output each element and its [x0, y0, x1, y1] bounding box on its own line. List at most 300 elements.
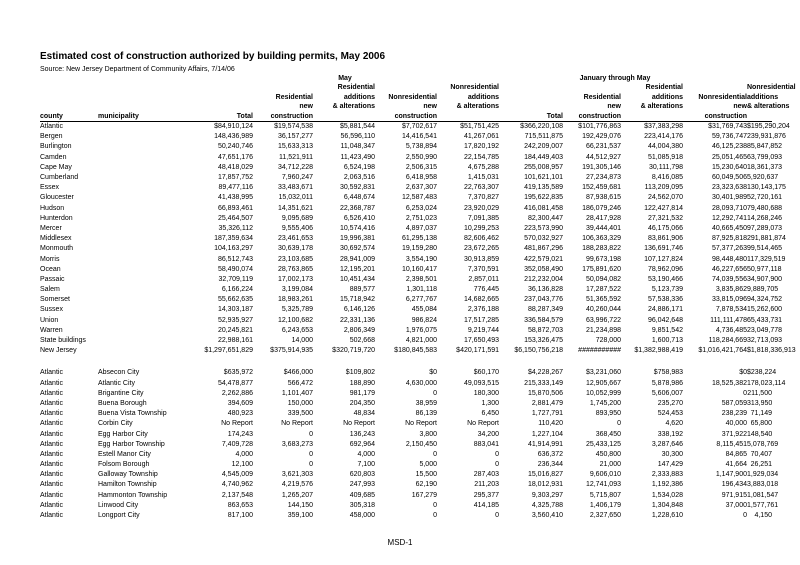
cell-nonres_add: 17,820,192 — [463, 143, 499, 151]
cell-ytd_nonres_new: 41,664 — [725, 461, 747, 469]
cell-county: Gloucester — [40, 194, 74, 202]
cell-nonres_new: 6,253,024 — [405, 204, 437, 212]
cell-ytd_total: 212,232,004 — [524, 275, 563, 283]
column-header-nonres_new: Nonresidential — [388, 93, 437, 101]
cell-ytd_total: 4,325,788 — [531, 501, 563, 509]
cell-ytd_nonres_add: $238,224 — [747, 369, 777, 377]
cell-nonres_add: 7,370,591 — [467, 265, 499, 273]
column-header-county — [40, 93, 98, 103]
cell-ytd_nonres_new: 238,239 — [721, 410, 747, 418]
cell-ytd_nonres_add: 32,713,093 — [747, 337, 783, 345]
column-header-ytd_nonres_add: & alterations — [747, 103, 790, 110]
cell-ytd_nonres_add: 5,920,637 — [747, 174, 779, 182]
municipality-row — [40, 409, 772, 419]
cell-nonres_add: 0 — [495, 450, 499, 458]
county-row — [40, 265, 772, 275]
municipality-row — [40, 399, 772, 409]
cell-ytd_nonres_add: 239,931,876 — [747, 133, 786, 141]
cell-ytd_total: 1,227,104 — [531, 430, 563, 438]
cell-ytd_nonres_new: 46,227,656 — [711, 265, 747, 273]
cell-county: Hunterdon — [40, 214, 73, 222]
column-header-ytd_total — [499, 102, 563, 112]
cell-nonres_add: 414,185 — [473, 501, 499, 509]
cell-total: 55,662,635 — [217, 296, 253, 304]
cell-municipality — [98, 224, 198, 234]
cell-res_add: 692,964 — [349, 440, 375, 448]
cell-ytd_res_add: 1,192,386 — [651, 481, 683, 489]
cell-res_new: 28,763,865 — [277, 265, 313, 273]
cell-ytd_res_new: 186,079,246 — [582, 204, 621, 212]
cell-nonres_new: 3,554,190 — [405, 255, 437, 263]
cell-res_new: 1,265,207 — [281, 491, 313, 499]
cell-ytd_res_new: 39,444,401 — [585, 224, 621, 232]
cell-nonres_new: $0 — [429, 369, 437, 377]
cell-ytd_res_new: 9,606,010 — [589, 471, 621, 479]
cell-ytd_total: 9,303,297 — [531, 491, 563, 499]
cell-ytd_res_add: 30,300 — [661, 450, 683, 458]
column-header-county: county — [40, 112, 98, 122]
cell-county: Burlington — [40, 143, 72, 151]
cell-res_new: 11,521,911 — [279, 153, 313, 161]
cell-ytd_res_add: 53,190,466 — [647, 275, 683, 283]
cell-res_new: 150,000 — [287, 399, 313, 407]
cell-nonres_add: 287,403 — [473, 471, 499, 479]
cell-nonres_add: 0 — [495, 461, 499, 469]
column-header-ytd_total: Total — [499, 112, 563, 122]
column-header-ytd_nonres_add: Nonresidential — [747, 84, 796, 91]
cell-ytd_res_add: 24,562,070 — [647, 194, 683, 202]
cell-ytd_res_add: 5,878,986 — [651, 379, 683, 387]
cell-ytd_nonres_new: 87,925,818 — [711, 235, 747, 243]
cell-res_add: 15,718,942 — [339, 296, 375, 304]
cell-ytd_nonres_new: 23,323,638 — [711, 184, 747, 192]
report-source: Source: New Jersey Department of Community Affairs, 7/14/06 — [40, 66, 235, 73]
cell-county: Atlantic — [40, 430, 63, 438]
cell-res_add: $5,881,544 — [339, 123, 375, 131]
cell-nonres_new: $180,845,583 — [394, 347, 437, 355]
cell-ytd_res_new: 0 — [617, 420, 621, 428]
cell-total: 12,100 — [231, 461, 253, 469]
cell-ytd_nonres_add: 14,268,246 — [747, 214, 783, 222]
column-header-ytd_res_new: construction — [563, 112, 621, 122]
cell-nonres_add: 41,267,061 — [463, 133, 499, 141]
cell-municipality — [98, 214, 198, 224]
cell-nonres_add: 10,299,253 — [463, 224, 499, 232]
cell-ytd_total: 419,135,589 — [524, 184, 563, 192]
report-title: Estimated cost of construction authorized by building permits, May 2006 — [40, 51, 386, 62]
header-row — [40, 112, 772, 122]
cell-res_new: 9,095,689 — [281, 214, 313, 222]
cell-county: Bergen — [40, 133, 63, 141]
cell-ytd_total: $6,150,756,218 — [514, 347, 563, 355]
cell-nonres_add: 6,450 — [481, 410, 499, 418]
cell-total: 17,857,752 — [217, 174, 253, 182]
cell-municipality — [98, 173, 198, 183]
cell-ytd_nonres_new: 18,525,382 — [711, 379, 747, 387]
cell-nonres_new: 4,897,037 — [405, 224, 437, 232]
cell-county: Atlantic — [40, 481, 63, 489]
cell-nonres_new: 0 — [433, 501, 437, 509]
cell-municipality — [98, 265, 198, 275]
cell-res_new: 12,100,682 — [277, 316, 313, 324]
cell-res_add: 19,996,381 — [339, 235, 375, 243]
cell-nonres_new: 2,637,307 — [405, 184, 437, 192]
column-header-municipality: municipality — [98, 112, 198, 122]
column-header-ytd_res_new — [563, 83, 621, 93]
cell-ytd_nonres_add: 26,251 — [750, 461, 772, 469]
cell-county: Atlantic — [40, 123, 63, 131]
column-header-nonres_add — [437, 112, 499, 122]
cell-ytd_nonres_add: 4,150 — [754, 512, 772, 520]
cell-res_add: 30,592,831 — [339, 184, 375, 192]
cell-ytd_total: 336,584,579 — [524, 316, 563, 324]
cell-nonres_add: 7,370,827 — [467, 194, 499, 202]
cell-ytd_nonres_new: 371,922 — [721, 430, 747, 438]
cell-ytd_res_add: 27,321,532 — [647, 214, 683, 222]
cell-ytd_total: 184,449,403 — [524, 153, 563, 161]
cell-ytd_nonres_new: 0 — [743, 389, 747, 397]
cell-nonres_add: No Report — [467, 420, 499, 428]
column-header-nonres_add: & alterations — [456, 103, 499, 110]
county-row — [40, 214, 772, 224]
cell-ytd_res_new: 66,231,537 — [585, 143, 621, 151]
column-header-total — [198, 93, 253, 103]
cell-nonres_new: 5,000 — [419, 461, 437, 469]
cell-ytd_nonres_new: 59,736,747 — [711, 133, 747, 141]
cell-nonres_add: 14,682,665 — [463, 296, 499, 304]
cell-ytd_res_new: $101,776,863 — [578, 123, 621, 131]
cell-res_new: $19,574,538 — [274, 123, 313, 131]
column-header-ytd_res_add: & alterations — [640, 103, 683, 110]
cell-total: 89,477,116 — [218, 184, 253, 192]
cell-res_add: 247,993 — [349, 481, 375, 489]
cell-res_new: $466,000 — [283, 369, 313, 377]
cell-municipality — [98, 163, 198, 173]
cell-total: 148,436,989 — [214, 133, 253, 141]
cell-total: 25,464,507 — [217, 214, 253, 222]
cell-ytd_res_new: 44,512,927 — [585, 153, 621, 161]
cell-ytd_total: $366,220,108 — [520, 123, 563, 131]
column-header-nonres_new: new — [423, 103, 437, 110]
cell-res_new: 6,243,653 — [281, 326, 313, 334]
cell-municipality: Atlantic City — [98, 379, 135, 387]
cell-nonres_new: 6,418,958 — [405, 174, 437, 182]
county-row — [40, 224, 772, 234]
municipality-row — [40, 429, 772, 439]
cell-ytd_nonres_add: $1,818,336,913 — [747, 347, 796, 355]
cell-res_add: 7,100 — [357, 461, 375, 469]
column-header-total — [198, 102, 253, 112]
cell-county: Atlantic — [40, 471, 63, 479]
cell-ytd_nonres_add: 65,433,731 — [747, 316, 783, 324]
column-header-nonres_add: Nonresidential — [450, 84, 499, 91]
cell-ytd_nonres_new: $31,769,743 — [708, 123, 747, 131]
cell-res_add: 458,000 — [349, 512, 375, 520]
cell-ytd_res_add: 78,962,096 — [647, 265, 683, 273]
cell-ytd_res_new: 152,459,681 — [582, 184, 621, 192]
cell-ytd_res_add: 338,192 — [657, 430, 683, 438]
cell-res_new: 3,621,303 — [281, 471, 313, 479]
cell-res_new: 33,483,671 — [277, 184, 313, 192]
cell-nonres_new: 1,976,075 — [405, 326, 437, 334]
cell-total: 817,100 — [227, 512, 253, 520]
cell-nonres_new: 2,506,315 — [405, 163, 437, 171]
cell-total: 480,923 — [227, 410, 253, 418]
cell-ytd_total: 15,016,827 — [527, 471, 563, 479]
cell-ytd_total: 88,287,349 — [527, 306, 563, 314]
cell-ytd_nonres_new: 40,000 — [725, 420, 747, 428]
cell-municipality — [98, 285, 198, 295]
cell-ytd_res_new: ########### — [578, 347, 621, 355]
cell-res_add: 502,668 — [349, 337, 375, 345]
cell-nonres_add: $60,170 — [473, 369, 499, 377]
cell-ytd_nonres_new: $1,016,421,764 — [698, 347, 747, 355]
cell-county: Somerset — [40, 296, 70, 304]
column-header-total — [198, 83, 253, 93]
cell-nonres_add: 34,200 — [477, 430, 499, 438]
cell-municipality — [98, 244, 198, 254]
cell-ytd_nonres_add: 313,950 — [747, 399, 773, 407]
cell-nonres_new: 14,416,541 — [401, 133, 437, 141]
cell-ytd_res_new: 63,996,722 — [585, 316, 621, 324]
cell-ytd_nonres_add: 70,407 — [750, 450, 772, 458]
cell-res_new: 4,219,576 — [281, 481, 313, 489]
cell-ytd_nonres_add: 148,540 — [747, 430, 773, 438]
cell-municipality — [98, 346, 198, 356]
cell-ytd_res_new: 28,417,928 — [585, 214, 621, 222]
county-row — [40, 305, 772, 315]
municipality-row — [40, 389, 772, 399]
cell-res_add: 11,048,347 — [340, 143, 375, 151]
cell-res_add: $109,802 — [345, 369, 375, 377]
column-header-res_new: new — [299, 103, 313, 110]
cell-ytd_nonres_add: 18,361,373 — [747, 163, 783, 171]
cell-municipality — [98, 326, 198, 336]
cell-ytd_res_add: 30,111,798 — [649, 163, 683, 171]
cell-ytd_res_new: 50,094,082 — [585, 275, 621, 283]
column-header-nonres_new: construction — [375, 112, 437, 122]
cell-res_add: 620,803 — [349, 471, 375, 479]
cell-ytd_total: 41,914,991 — [527, 440, 563, 448]
cell-county: Atlantic — [40, 491, 63, 499]
cell-res_add: 6,524,198 — [343, 163, 375, 171]
column-header-ytd_nonres_new: construction — [683, 112, 747, 122]
cell-res_new: No Report — [281, 420, 313, 428]
cell-ytd_total: $4,228,267 — [527, 369, 563, 377]
cell-nonres_add: 180,300 — [473, 389, 499, 397]
cell-county: Atlantic — [40, 440, 63, 448]
cell-total: 4,545,009 — [221, 471, 253, 479]
column-header-municipality — [98, 102, 198, 112]
cell-ytd_nonres_add: 1,929,034 — [747, 471, 779, 479]
cell-ytd_res_add: 9,851,542 — [651, 326, 683, 334]
cell-ytd_res_add: 113,209,095 — [644, 184, 683, 192]
cell-county: Warren — [40, 326, 63, 334]
municipality-row — [40, 491, 772, 501]
cell-ytd_res_add: 235,270 — [657, 399, 683, 407]
cell-ytd_res_new: 450,800 — [595, 450, 621, 458]
cell-ytd_total: 2,881,479 — [531, 399, 563, 407]
cell-county: Essex — [40, 184, 60, 192]
cell-ytd_res_add: 1,228,610 — [651, 512, 683, 520]
cell-res_new: 7,960,247 — [281, 174, 313, 182]
cell-ytd_res_add: $37,383,298 — [644, 123, 683, 131]
cell-nonres_add: 211,203 — [474, 481, 499, 489]
cell-municipality — [98, 275, 198, 285]
cell-res_new: 144,150 — [287, 501, 313, 509]
cell-ytd_res_add: 57,538,336 — [647, 296, 683, 304]
cell-municipality: Galloway Township — [98, 471, 158, 479]
cell-municipality — [98, 122, 198, 133]
column-header-municipality — [98, 93, 198, 103]
column-header-ytd_res_add: Residential — [645, 84, 683, 91]
cell-ytd_nonres_add: 291,881,874 — [747, 235, 786, 243]
cell-nonres_add: 82,606,462 — [463, 235, 499, 243]
cell-ytd_total: 255,008,957 — [524, 163, 563, 171]
cell-res_new: 0 — [309, 461, 313, 469]
column-header-municipality — [98, 83, 198, 93]
cell-nonres_add: 776,445 — [473, 286, 499, 294]
cell-ytd_res_new: 192,429,076 — [582, 133, 621, 141]
cell-nonres_add: 23,672,265 — [463, 245, 499, 253]
cell-ytd_res_add: 122,427,814 — [644, 204, 683, 212]
cell-ytd_res_new: 175,891,620 — [582, 265, 621, 273]
cell-ytd_nonres_new: 46,125,238 — [711, 143, 747, 151]
table-body — [40, 122, 796, 522]
cell-nonres_add: 17,650,493 — [463, 337, 499, 345]
cell-nonres_add: $420,171,591 — [456, 347, 499, 355]
cell-municipality — [98, 336, 198, 346]
cell-total: $1,297,651,829 — [204, 347, 253, 355]
column-header-nonres_add: additions — [467, 93, 499, 101]
cell-municipality: Linwood City — [98, 501, 139, 509]
cell-municipality — [98, 193, 198, 203]
cell-ytd_res_new: 51,365,592 — [585, 296, 621, 304]
county-row — [40, 285, 772, 295]
cell-ytd_total: 636,372 — [537, 450, 563, 458]
cell-ytd_res_add: 51,085,918 — [647, 153, 683, 161]
cell-ytd_nonres_add: 9,889,705 — [747, 286, 779, 294]
cell-county: Camden — [40, 153, 67, 161]
cell-nonres_new: 986,824 — [411, 316, 437, 324]
column-header-ytd_total — [499, 93, 563, 103]
county-row — [40, 173, 772, 183]
cell-ytd_res_new: 1,745,200 — [589, 399, 621, 407]
cell-ytd_nonres_add: 1,081,547 — [747, 491, 779, 499]
cell-nonres_new: 61,295,138 — [401, 235, 437, 243]
cell-res_add: 204,350 — [349, 399, 375, 407]
cell-res_add: $320,719,720 — [332, 347, 375, 355]
cell-ytd_nonres_add: 130,143,175 — [747, 184, 786, 192]
cell-nonres_add: 2,376,188 — [467, 306, 499, 314]
cell-ytd_nonres_new: 971,915 — [721, 491, 747, 499]
cell-ytd_nonres_new: 98,448,480 — [711, 255, 747, 263]
cell-municipality — [98, 183, 198, 193]
cell-res_new: 3,683,273 — [281, 440, 313, 448]
cell-total: 58,490,074 — [217, 265, 253, 273]
cell-ytd_total: 352,058,490 — [524, 265, 563, 273]
cell-total: 104,163,297 — [214, 245, 253, 253]
header-row — [40, 93, 772, 103]
cell-ytd_res_new: 893,950 — [595, 410, 621, 418]
cell-ytd_res_new: 191,305,146 — [582, 163, 621, 171]
cell-ytd_nonres_add: 52,720,161 — [747, 194, 783, 202]
cell-res_new: 3,199,084 — [281, 286, 313, 294]
cell-ytd_nonres_new: 1,147,900 — [715, 471, 747, 479]
cell-nonres_new: 15,500 — [415, 471, 437, 479]
cell-ytd_res_new: 10,052,999 — [585, 389, 621, 397]
cell-res_add: 4,000 — [357, 450, 375, 458]
county-row — [40, 193, 772, 203]
cell-ytd_nonres_add: 34,907,900 — [747, 275, 783, 283]
cell-total: $84,910,124 — [214, 123, 253, 131]
cell-res_add: 28,941,009 — [339, 255, 375, 263]
cell-ytd_nonres_new: 118,284,669 — [708, 337, 747, 345]
cell-ytd_res_add: 83,861,906 — [647, 235, 683, 243]
cell-nonres_add: 22,763,307 — [463, 184, 499, 192]
cell-nonres_add: 2,857,011 — [468, 275, 499, 283]
cell-county: Atlantic — [40, 379, 63, 387]
cell-total: 22,988,161 — [217, 337, 253, 345]
cell-ytd_total: 18,012,931 — [527, 481, 563, 489]
cell-county: Atlantic — [40, 369, 63, 377]
cell-total: 35,326,112 — [218, 224, 253, 232]
cell-ytd_total: 195,622,835 — [524, 194, 563, 202]
cell-ytd_total: 15,870,506 — [527, 389, 563, 397]
cell-ytd_res_new: 368,450 — [595, 430, 621, 438]
cell-ytd_nonres_new: 60,049,506 — [711, 174, 747, 182]
cell-res_new: 15,633,313 — [277, 143, 313, 151]
cell-total: 174,243 — [227, 430, 253, 438]
cell-municipality — [98, 305, 198, 315]
cell-res_add: No Report — [343, 420, 375, 428]
cell-municipality: Folsom Borough — [98, 461, 150, 469]
cell-ytd_total: 153,326,475 — [524, 337, 563, 345]
cell-ytd_nonres_new: 8,115,451 — [716, 440, 747, 448]
column-header-ytd_res_new: new — [607, 103, 621, 110]
cell-total: 6,166,224 — [221, 286, 253, 294]
cell-res_new: 0 — [309, 430, 313, 438]
column-header-ytd_total — [499, 83, 563, 93]
cell-county: Atlantic — [40, 501, 63, 509]
cell-county: Ocean — [40, 265, 61, 273]
cell-total: 2,262,886 — [221, 389, 253, 397]
cell-ytd_nonres_new: 7,878,534 — [715, 306, 747, 314]
county-row — [40, 122, 772, 133]
cell-res_new: 23,461,653 — [277, 235, 313, 243]
cell-ytd_res_new: 188,283,822 — [582, 245, 621, 253]
cell-nonres_new: 455,084 — [411, 306, 437, 314]
cell-ytd_res_add: 147,429 — [657, 461, 683, 469]
column-header-ytd_nonres_add — [747, 112, 772, 122]
cell-nonres_new: 19,159,280 — [401, 245, 437, 253]
cell-county: Atlantic — [40, 410, 63, 418]
column-header-ytd_res_add: additions — [651, 93, 683, 101]
cell-ytd_nonres_new: 33,815,096 — [711, 296, 747, 304]
column-header-res_add: & alterations — [332, 103, 375, 110]
cell-ytd_total: 715,511,875 — [524, 133, 563, 141]
cell-municipality: Corbin City — [98, 420, 133, 428]
municipality-row — [40, 480, 772, 490]
cell-ytd_nonres_add: 23,049,778 — [747, 326, 783, 334]
cell-ytd_res_new: $3,231,060 — [585, 369, 621, 377]
cell-municipality: Hammonton Township — [98, 491, 168, 499]
cell-ytd_total: 242,209,007 — [524, 143, 563, 151]
cell-total: 20,245,821 — [217, 326, 253, 334]
cell-nonres_add: 30,913,859 — [463, 255, 499, 263]
cell-ytd_nonres_new: 37,000 — [725, 501, 747, 509]
cell-ytd_res_add: 2,333,883 — [651, 471, 683, 479]
